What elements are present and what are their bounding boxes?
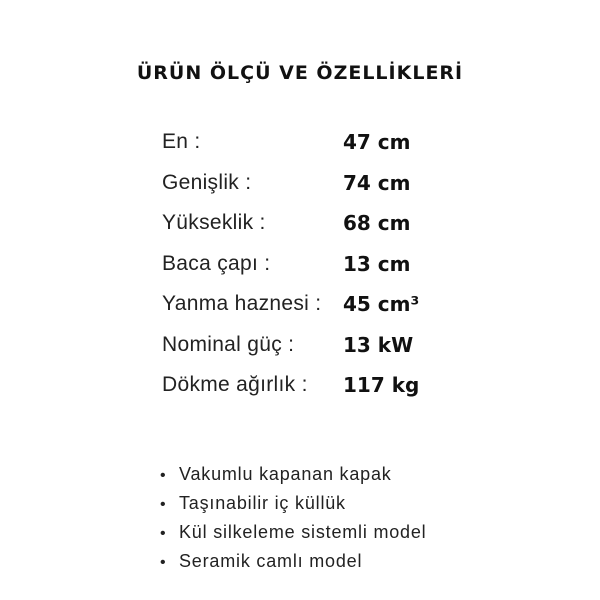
spec-row-nominal-guc bbox=[162, 333, 462, 374]
bullet-icon: • bbox=[160, 554, 166, 571]
feature-item bbox=[160, 551, 426, 580]
spec-label: Baca çapı : bbox=[162, 251, 271, 275]
spec-row-yukseklik bbox=[162, 211, 462, 252]
spec-value: 68 cm bbox=[343, 211, 411, 235]
spec-label: Nominal güç : bbox=[162, 332, 295, 356]
spec-value: 47 cm bbox=[343, 130, 411, 154]
feature-text: Taşınabilir iç küllük bbox=[179, 493, 346, 513]
feature-text: Seramik camlı model bbox=[179, 551, 363, 571]
spec-row-dokme-agirlik bbox=[162, 373, 462, 414]
feature-item bbox=[160, 493, 426, 522]
feature-text: Kül silkeleme sistemli model bbox=[179, 522, 427, 542]
feature-item bbox=[160, 464, 426, 493]
spec-row-baca-capi bbox=[162, 252, 462, 293]
spec-value: 45 cm³ bbox=[343, 292, 420, 316]
bullet-icon: • bbox=[160, 467, 166, 484]
bullet-icon: • bbox=[160, 525, 166, 542]
spec-row-genislik bbox=[162, 171, 462, 212]
spec-label: Yükseklik : bbox=[162, 211, 266, 234]
spec-label: Yanma haznesi : bbox=[162, 292, 322, 315]
spec-value: 13 cm bbox=[343, 251, 411, 276]
spec-label: En : bbox=[162, 130, 201, 153]
spec-value: 74 cm bbox=[343, 170, 411, 195]
feature-list bbox=[160, 464, 426, 580]
feature-item bbox=[160, 522, 426, 551]
spec-list bbox=[162, 130, 462, 414]
page-title: ÜRÜN ÖLÇÜ VE ÖZELLİKLERİ bbox=[136, 62, 464, 84]
feature-text: Vakumlu kapanan kapak bbox=[179, 464, 392, 484]
spec-row-en bbox=[162, 130, 462, 171]
spec-value: 117 kg bbox=[343, 373, 420, 397]
bullet-icon: • bbox=[160, 496, 166, 513]
spec-row-yanma-haznesi bbox=[162, 292, 462, 333]
spec-label: Genişlik : bbox=[162, 170, 252, 194]
spec-value: 13 kW bbox=[343, 332, 414, 357]
spec-label: Dökme ağırlık : bbox=[162, 373, 308, 396]
